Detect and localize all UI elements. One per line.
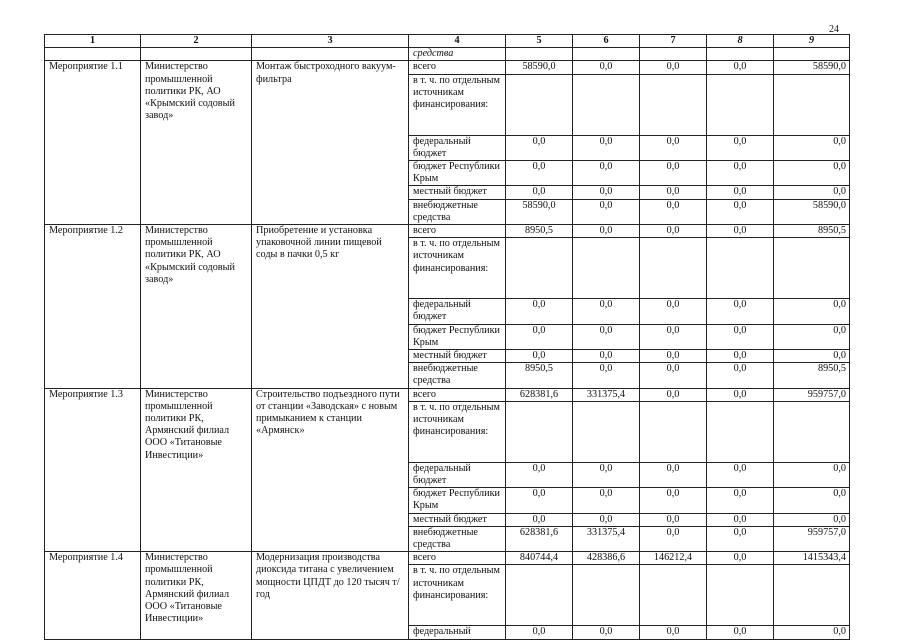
page-number: 24 — [829, 24, 839, 35]
amount-cell: 0,0 — [573, 350, 640, 363]
amount-cell: 0,0 — [640, 299, 707, 324]
funding-source-label: всего — [409, 61, 506, 74]
amount-cell: 0,0 — [774, 462, 850, 487]
funding-source-label: местный бюджет — [409, 513, 506, 526]
amount-cell — [506, 401, 573, 462]
amount-cell: 0,0 — [640, 199, 707, 224]
executor: Министерство промышленной политики РК, Армянский филиал ООО «Титановые Инвестиции» — [141, 552, 252, 639]
amount-cell — [707, 238, 774, 299]
amount-cell: 959757,0 — [774, 388, 850, 401]
amount-cell: 0,0 — [707, 626, 774, 639]
amount-cell: 0,0 — [640, 350, 707, 363]
amount-cell: 0,0 — [573, 61, 640, 74]
funding-source-label: в т. ч. по отдельным источникам финансирования: — [409, 238, 506, 299]
funding-source-label: местный бюджет — [409, 350, 506, 363]
funding-source-label: федеральный бюджет — [409, 299, 506, 324]
amount-cell: 0,0 — [640, 462, 707, 487]
amount-cell — [506, 74, 573, 135]
amount-cell: 428386,6 — [573, 552, 640, 565]
amount-cell: 8950,5 — [774, 225, 850, 238]
amount-cell: 0,0 — [506, 299, 573, 324]
amount-cell: 0,0 — [707, 135, 774, 160]
amount-cell: 0,0 — [707, 350, 774, 363]
funding-source-label: всего — [409, 225, 506, 238]
amount-cell — [640, 74, 707, 135]
amount-cell: 58590,0 — [774, 61, 850, 74]
amount-cell: 0,0 — [573, 363, 640, 388]
amount-cell: 331375,4 — [573, 526, 640, 551]
amount-cell: 0,0 — [640, 388, 707, 401]
table-row — [45, 225, 850, 238]
amount-cell: 0,0 — [506, 488, 573, 513]
amount-cell: 0,0 — [707, 552, 774, 565]
amount-cell: 0,0 — [774, 513, 850, 526]
funding-source-label: всего — [409, 388, 506, 401]
table-row — [45, 388, 850, 401]
amount-cell: 8950,5 — [774, 363, 850, 388]
column-number: 8 — [707, 35, 774, 48]
amount-cell: 0,0 — [707, 61, 774, 74]
amount-cell: 58590,0 — [506, 199, 573, 224]
amount-cell — [774, 565, 850, 626]
column-number-row — [45, 35, 850, 48]
amount-cell: 0,0 — [573, 324, 640, 349]
amount-cell: 8950,5 — [506, 363, 573, 388]
amount-cell: 0,0 — [640, 513, 707, 526]
amount-cell — [506, 565, 573, 626]
amount-cell: 0,0 — [573, 161, 640, 186]
funding-source-label: федеральный бюджет — [409, 462, 506, 487]
amount-cell — [774, 401, 850, 462]
column-number: 5 — [506, 35, 573, 48]
measure-description: Модернизация производства диоксида титана с увеличением мощности ЦПДТ до 120 тысяч т/год — [252, 552, 409, 639]
amount-cell: 0,0 — [707, 324, 774, 349]
amount-cell: 0,0 — [640, 61, 707, 74]
amount-cell: 628381,6 — [506, 526, 573, 551]
amount-cell: 0,0 — [774, 324, 850, 349]
amount-cell: 0,0 — [640, 526, 707, 551]
amount-cell: 0,0 — [506, 350, 573, 363]
amount-cell: 58590,0 — [506, 61, 573, 74]
funding-source-label: в т. ч. по отдельным источникам финансирования: — [409, 565, 506, 626]
funding-source-label: бюджет Республики Крым — [409, 324, 506, 349]
amount-cell: 0,0 — [573, 225, 640, 238]
amount-cell: 0,0 — [640, 324, 707, 349]
measure-name: Мероприятие 1.3 — [45, 388, 141, 552]
amount-cell — [573, 238, 640, 299]
funding-source-label: внебюджетные средства — [409, 526, 506, 551]
amount-cell: 0,0 — [707, 186, 774, 199]
amount-cell: 0,0 — [573, 462, 640, 487]
amount-cell: 0,0 — [774, 186, 850, 199]
amount-cell: 0,0 — [774, 299, 850, 324]
amount-cell: 0,0 — [573, 513, 640, 526]
carry-over-row — [45, 48, 850, 61]
amount-cell: 0,0 — [640, 186, 707, 199]
amount-cell — [707, 74, 774, 135]
column-number: 9 — [774, 35, 850, 48]
amount-cell: 58590,0 — [774, 199, 850, 224]
amount-cell: 0,0 — [640, 363, 707, 388]
funding-source-label: внебюджетные средства — [409, 199, 506, 224]
amount-cell: 0,0 — [774, 488, 850, 513]
amount-cell: 0,0 — [573, 488, 640, 513]
column-number: 1 — [45, 35, 141, 48]
carry-over-text: средства — [409, 48, 506, 61]
amount-cell: 0,0 — [640, 225, 707, 238]
table-row — [45, 61, 850, 74]
amount-cell — [640, 238, 707, 299]
amount-cell: 0,0 — [506, 135, 573, 160]
amount-cell: 0,0 — [707, 225, 774, 238]
column-number: 3 — [252, 35, 409, 48]
funding-source-label: бюджет Республики Крым — [409, 161, 506, 186]
amount-cell: 0,0 — [506, 626, 573, 639]
amount-cell: 0,0 — [573, 135, 640, 160]
amount-cell: 0,0 — [774, 135, 850, 160]
amount-cell — [774, 74, 850, 135]
amount-cell — [774, 238, 850, 299]
amount-cell — [640, 401, 707, 462]
amount-cell: 0,0 — [707, 161, 774, 186]
amount-cell: 146212,4 — [640, 552, 707, 565]
funding-source-label: в т. ч. по отдельным источникам финансирования: — [409, 74, 506, 135]
amount-cell: 8950,5 — [506, 225, 573, 238]
amount-cell: 0,0 — [774, 161, 850, 186]
amount-cell: 0,0 — [707, 299, 774, 324]
amount-cell — [707, 401, 774, 462]
amount-cell: 0,0 — [707, 488, 774, 513]
amount-cell — [573, 401, 640, 462]
amount-cell: 0,0 — [506, 324, 573, 349]
executor: Министерство промышленной политики РК, АО «Крымский содовый завод» — [141, 61, 252, 225]
column-number: 2 — [141, 35, 252, 48]
funding-source-label: в т. ч. по отдельным источникам финансирования: — [409, 401, 506, 462]
executor: Министерство промышленной политики РК, Армянский филиал ООО «Титановые Инвестиции» — [141, 388, 252, 552]
amount-cell: 0,0 — [774, 350, 850, 363]
amount-cell — [573, 565, 640, 626]
amount-cell — [506, 238, 573, 299]
amount-cell: 0,0 — [640, 161, 707, 186]
amount-cell: 0,0 — [707, 388, 774, 401]
column-number: 4 — [409, 35, 506, 48]
amount-cell: 0,0 — [573, 186, 640, 199]
executor: Министерство промышленной политики РК, АО «Крымский содовый завод» — [141, 225, 252, 389]
amount-cell: 0,0 — [506, 513, 573, 526]
amount-cell: 840744,4 — [506, 552, 573, 565]
amount-cell: 0,0 — [707, 526, 774, 551]
measure-name: Мероприятие 1.2 — [45, 225, 141, 389]
amount-cell: 628381,6 — [506, 388, 573, 401]
column-number: 6 — [573, 35, 640, 48]
funding-source-label: федеральный бюджет — [409, 135, 506, 160]
amount-cell: 0,0 — [640, 135, 707, 160]
measure-name: Мероприятие 1.4 — [45, 552, 141, 639]
amount-cell: 0,0 — [506, 186, 573, 199]
table-row — [45, 552, 850, 565]
amount-cell: 0,0 — [573, 199, 640, 224]
amount-cell: 0,0 — [707, 513, 774, 526]
amount-cell: 0,0 — [707, 363, 774, 388]
amount-cell — [573, 74, 640, 135]
measure-description: Монтаж быстроходного вакуум-фильтра — [252, 61, 409, 225]
amount-cell: 0,0 — [707, 462, 774, 487]
amount-cell: 0,0 — [640, 626, 707, 639]
amount-cell: 0,0 — [506, 161, 573, 186]
funding-source-label: всего — [409, 552, 506, 565]
funding-source-label: внебюджетные средства — [409, 363, 506, 388]
column-number: 7 — [640, 35, 707, 48]
funding-source-label: бюджет Республики Крым — [409, 488, 506, 513]
amount-cell: 0,0 — [707, 199, 774, 224]
amount-cell: 0,0 — [640, 488, 707, 513]
amount-cell — [640, 565, 707, 626]
measure-description: Приобретение и установка упаковочной линии пищевой соды в пачки 0,5 кг — [252, 225, 409, 389]
amount-cell: 0,0 — [506, 462, 573, 487]
amount-cell: 0,0 — [573, 626, 640, 639]
amount-cell: 331375,4 — [573, 388, 640, 401]
amount-cell — [707, 565, 774, 626]
measure-name: Мероприятие 1.1 — [45, 61, 141, 225]
measure-description: Строительство подъездного пути от станции «Заводская» с новым примыканием к станции «Армянск» — [252, 388, 409, 552]
funding-source-label: федеральный — [409, 626, 506, 639]
amount-cell: 0,0 — [573, 299, 640, 324]
financing-table — [44, 34, 850, 640]
amount-cell: 0,0 — [774, 626, 850, 639]
amount-cell: 959757,0 — [774, 526, 850, 551]
funding-source-label: местный бюджет — [409, 186, 506, 199]
amount-cell: 1415343,4 — [774, 552, 850, 565]
